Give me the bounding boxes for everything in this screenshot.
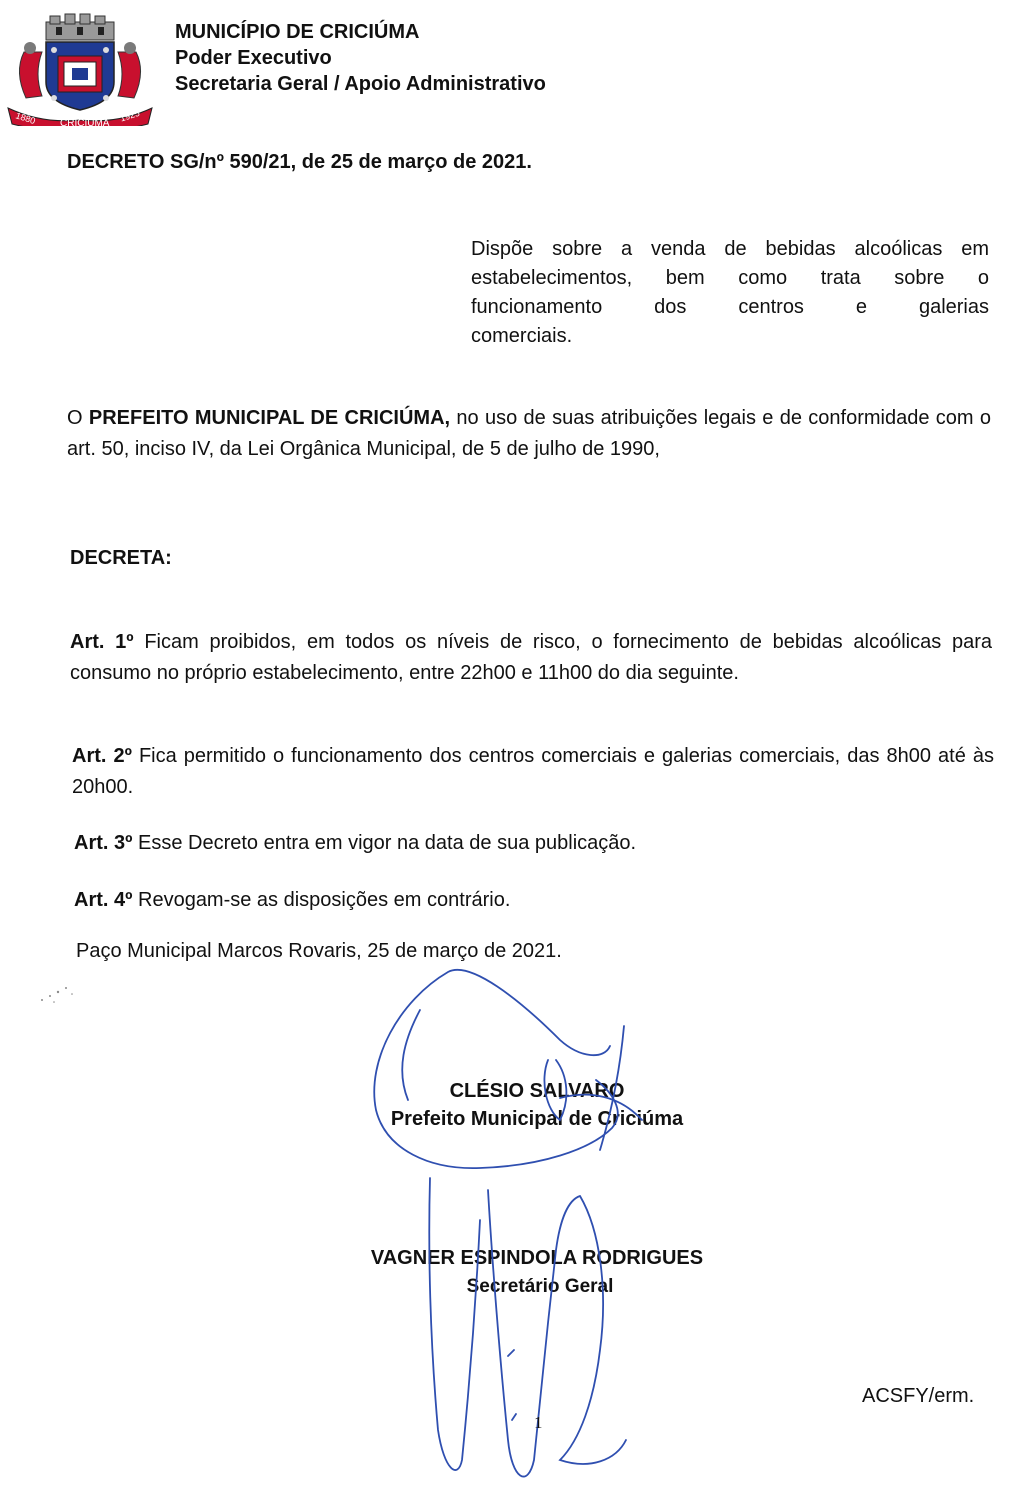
coat-ribbon-text: CRICIÚMA (60, 118, 110, 126)
article-label: Art. 2º (72, 745, 132, 767)
mayor-signature (374, 970, 642, 1168)
article-4 (74, 885, 996, 916)
article-3 (74, 828, 996, 859)
decree-title: DECRETO SG/nº 590/21, de 25 de março de 2021. (67, 151, 532, 173)
letterhead-department: Secretaria Geral / Apoio Administrativo (175, 73, 546, 95)
decree-preamble (67, 403, 991, 465)
decree-ementa (471, 235, 989, 351)
article-text: Fica permitido o funcionamento dos centros comerciais e galerias comerciais, das 8h00 até às 20h00. (72, 745, 994, 798)
article-1 (70, 627, 992, 689)
article-label: Art. 1º (70, 631, 134, 653)
article-text: Esse Decreto entra em vigor na data de sua publicação. (138, 832, 637, 854)
decreta-heading: DECRETA: (70, 547, 172, 569)
coat-ribbon-year-left: 1880 (14, 110, 37, 126)
ementa-line: comerciais. (471, 325, 573, 347)
article-label: Art. 4º (74, 889, 133, 911)
preamble-prefix: O (67, 407, 83, 429)
article-text: Ficam proibidos, em todos os níveis de risco, o fornecimento de bebidas alcoólicas para consumo no próprio estabelecimento, entre 22h00 e 11h00 do dia seguinte. (70, 631, 992, 684)
signatory-secretary-role: Secretário Geral (466, 1276, 614, 1297)
signatory-secretary-name: VAGNER ESPINDOLA RODRIGUES (370, 1247, 704, 1269)
ementa-line: estabelecimentos, bem como trata sobre o (471, 267, 989, 289)
typist-initials: ACSFY/erm. (862, 1385, 975, 1407)
coat-ribbon-year-right: 1925 (118, 107, 141, 124)
criciuma-coat-of-arms (2, 12, 158, 126)
preamble-authority: PREFEITO MUNICIPAL DE CRICIÚMA, (88, 407, 451, 429)
letterhead-municipality: MUNICÍPIO DE CRICIÚMA (175, 21, 420, 43)
letterhead (175, 19, 546, 97)
preamble-text: no uso de suas atribuições legais e de conformidade com o art. 50, inciso IV, da Lei Orgânica Municipal, de 5 de julho de 1990, (67, 407, 992, 460)
decree-closing: Paço Municipal Marcos Rovaris, 25 de março de 2021. (76, 940, 562, 962)
letterhead-branch: Poder Executivo (175, 47, 332, 69)
secretary-signature (429, 1178, 626, 1477)
article-label: Art. 3º (74, 832, 133, 854)
ementa-line: funcionamento dos centros e galerias (471, 296, 989, 318)
signatory-mayor-role: Prefeito Municipal de Criciúma (390, 1108, 684, 1130)
signatory-mayor-name: CLÉSIO SALVARO (449, 1080, 625, 1102)
page-number: 1 (534, 1413, 543, 1432)
article-text: Revogam-se as disposições em contrário. (138, 889, 511, 911)
ementa-line: Dispõe sobre a venda de bebidas alcoólicas em (471, 238, 989, 260)
scan-speck (32, 982, 82, 1006)
article-2 (72, 741, 994, 803)
